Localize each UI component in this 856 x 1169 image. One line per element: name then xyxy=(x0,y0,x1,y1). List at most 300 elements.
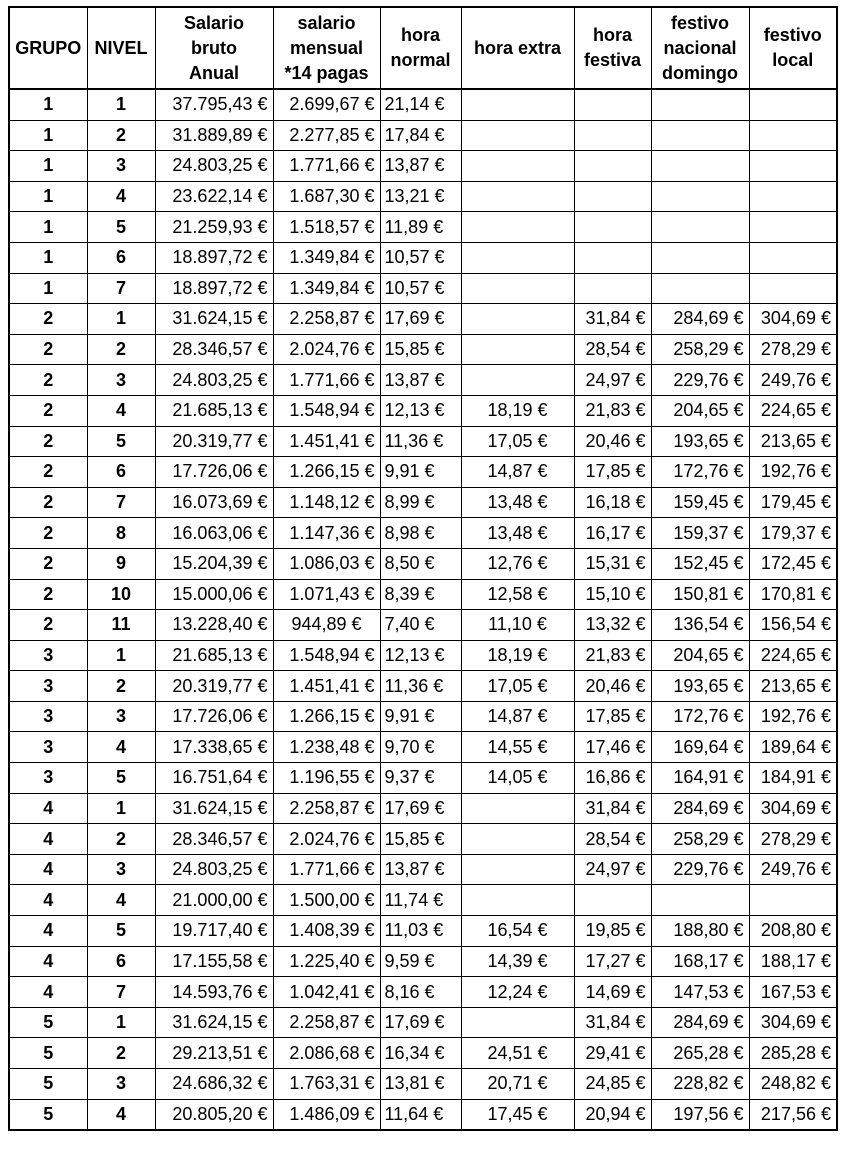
cell-festivo-local: 213,65 € xyxy=(749,426,837,457)
cell-festivo-nacional: 193,65 € xyxy=(651,426,749,457)
cell-festivo-local: 248,82 € xyxy=(749,1069,837,1100)
table-body xyxy=(9,89,837,1130)
cell-nivel: 6 xyxy=(87,457,155,488)
header-row xyxy=(9,7,837,89)
cell-festivo-nacional: 284,69 € xyxy=(651,793,749,824)
table-row xyxy=(9,1007,837,1038)
cell-hora-festiva: 17,27 € xyxy=(574,946,651,977)
cell-hora-festiva xyxy=(574,151,651,182)
cell-salario-mensual: 1.349,84 € xyxy=(273,242,380,273)
header-line: festivo xyxy=(763,25,822,45)
cell-nivel: 5 xyxy=(87,426,155,457)
cell-nivel: 2 xyxy=(87,824,155,855)
cell-hora-festiva: 28,54 € xyxy=(574,334,651,365)
cell-festivo-nacional: 159,37 € xyxy=(651,518,749,549)
table-row xyxy=(9,916,837,947)
cell-salario-bruto-anual: 21.259,93 € xyxy=(155,212,273,243)
cell-festivo-local: 213,65 € xyxy=(749,671,837,702)
cell-salario-mensual: 2.258,87 € xyxy=(273,1007,380,1038)
cell-hora-normal: 8,39 € xyxy=(380,579,461,610)
cell-grupo: 2 xyxy=(9,457,87,488)
cell-nivel: 2 xyxy=(87,671,155,702)
cell-festivo-local: 278,29 € xyxy=(749,824,837,855)
table-row xyxy=(9,701,837,732)
cell-festivo-local xyxy=(749,89,837,120)
cell-hora-normal: 11,36 € xyxy=(380,426,461,457)
cell-hora-festiva: 15,10 € xyxy=(574,579,651,610)
cell-nivel: 4 xyxy=(87,395,155,426)
cell-nivel: 2 xyxy=(87,334,155,365)
header-line: normal xyxy=(390,50,451,70)
cell-salario-mensual: 944,89 € xyxy=(273,610,380,641)
cell-hora-normal: 10,57 € xyxy=(380,273,461,304)
cell-festivo-nacional: 164,91 € xyxy=(651,763,749,794)
cell-nivel: 10 xyxy=(87,579,155,610)
cell-salario-bruto-anual: 19.717,40 € xyxy=(155,916,273,947)
table-row xyxy=(9,426,837,457)
cell-salario-bruto-anual: 21.685,13 € xyxy=(155,640,273,671)
cell-hora-normal: 8,50 € xyxy=(380,548,461,579)
cell-festivo-nacional: 284,69 € xyxy=(651,304,749,335)
header-line: domingo xyxy=(662,62,738,83)
table-row xyxy=(9,1038,837,1069)
header-line: nacional xyxy=(663,37,737,58)
cell-salario-mensual: 1.408,39 € xyxy=(273,916,380,947)
cell-hora-normal: 16,34 € xyxy=(380,1038,461,1069)
table-row xyxy=(9,824,837,855)
cell-hora-extra: 17,05 € xyxy=(461,426,574,457)
cell-salario-mensual: 1.518,57 € xyxy=(273,212,380,243)
table-row xyxy=(9,579,837,610)
header-line: hora xyxy=(592,25,632,45)
cell-salario-mensual: 1.771,66 € xyxy=(273,151,380,182)
cell-salario-bruto-anual: 13.228,40 € xyxy=(155,610,273,641)
cell-festivo-local: 278,29 € xyxy=(749,334,837,365)
cell-hora-festiva: 24,85 € xyxy=(574,1069,651,1100)
cell-grupo: 4 xyxy=(9,854,87,885)
cell-hora-festiva xyxy=(574,212,651,243)
cell-hora-normal: 7,40 € xyxy=(380,610,461,641)
cell-salario-mensual: 1.771,66 € xyxy=(273,365,380,396)
cell-hora-normal: 11,36 € xyxy=(380,671,461,702)
cell-salario-mensual: 1.548,94 € xyxy=(273,395,380,426)
header-hora-normal xyxy=(380,7,461,89)
cell-grupo: 5 xyxy=(9,1007,87,1038)
cell-hora-festiva: 16,17 € xyxy=(574,518,651,549)
cell-nivel: 4 xyxy=(87,732,155,763)
table-row xyxy=(9,334,837,365)
cell-hora-extra: 14,05 € xyxy=(461,763,574,794)
header-line: mensual xyxy=(289,37,364,58)
header-line: *14 pagas xyxy=(284,62,369,83)
cell-festivo-nacional xyxy=(651,151,749,182)
cell-grupo: 4 xyxy=(9,793,87,824)
cell-hora-normal: 17,84 € xyxy=(380,120,461,151)
cell-festivo-local: 188,17 € xyxy=(749,946,837,977)
cell-hora-normal: 9,37 € xyxy=(380,763,461,794)
cell-festivo-local: 304,69 € xyxy=(749,793,837,824)
table-row xyxy=(9,89,837,120)
table-row xyxy=(9,487,837,518)
cell-salario-mensual: 1.548,94 € xyxy=(273,640,380,671)
cell-salario-mensual: 1.451,41 € xyxy=(273,671,380,702)
cell-festivo-nacional: 228,82 € xyxy=(651,1069,749,1100)
cell-salario-bruto-anual: 14.593,76 € xyxy=(155,977,273,1008)
cell-hora-festiva xyxy=(574,89,651,120)
cell-hora-normal: 13,21 € xyxy=(380,181,461,212)
header-line: festiva xyxy=(583,50,642,70)
cell-hora-extra xyxy=(461,1007,574,1038)
cell-nivel: 4 xyxy=(87,181,155,212)
cell-festivo-local xyxy=(749,273,837,304)
cell-hora-extra xyxy=(461,304,574,335)
cell-hora-normal: 9,70 € xyxy=(380,732,461,763)
cell-hora-normal: 9,91 € xyxy=(380,701,461,732)
cell-hora-festiva xyxy=(574,181,651,212)
cell-hora-festiva: 28,54 € xyxy=(574,824,651,855)
cell-nivel: 4 xyxy=(87,1099,155,1130)
cell-salario-mensual: 2.258,87 € xyxy=(273,793,380,824)
cell-hora-normal: 11,03 € xyxy=(380,916,461,947)
cell-hora-extra xyxy=(461,793,574,824)
cell-hora-extra xyxy=(461,854,574,885)
cell-festivo-nacional: 204,65 € xyxy=(651,395,749,426)
header-line: festivo xyxy=(670,12,730,33)
cell-hora-normal: 8,99 € xyxy=(380,487,461,518)
cell-hora-festiva: 21,83 € xyxy=(574,640,651,671)
cell-festivo-nacional: 188,80 € xyxy=(651,916,749,947)
cell-nivel: 5 xyxy=(87,916,155,947)
cell-nivel: 7 xyxy=(87,487,155,518)
cell-salario-bruto-anual: 24.803,25 € xyxy=(155,151,273,182)
cell-grupo: 2 xyxy=(9,548,87,579)
header-festivo-local xyxy=(749,7,837,89)
cell-festivo-nacional: 150,81 € xyxy=(651,579,749,610)
header-grupo: GRUPO xyxy=(9,7,87,89)
cell-salario-mensual: 2.277,85 € xyxy=(273,120,380,151)
cell-hora-festiva: 15,31 € xyxy=(574,548,651,579)
cell-hora-normal: 15,85 € xyxy=(380,824,461,855)
cell-salario-bruto-anual: 17.726,06 € xyxy=(155,701,273,732)
cell-hora-extra: 18,19 € xyxy=(461,640,574,671)
table-row xyxy=(9,151,837,182)
cell-festivo-nacional: 229,76 € xyxy=(651,854,749,885)
cell-festivo-local xyxy=(749,242,837,273)
table-row xyxy=(9,304,837,335)
cell-hora-festiva: 29,41 € xyxy=(574,1038,651,1069)
cell-hora-normal: 11,64 € xyxy=(380,1099,461,1130)
header-line: Salario xyxy=(183,12,245,33)
cell-hora-festiva xyxy=(574,120,651,151)
cell-hora-festiva: 31,84 € xyxy=(574,304,651,335)
cell-salario-mensual: 1.266,15 € xyxy=(273,457,380,488)
cell-nivel: 3 xyxy=(87,1069,155,1100)
cell-salario-bruto-anual: 31.624,15 € xyxy=(155,1007,273,1038)
cell-nivel: 1 xyxy=(87,304,155,335)
cell-hora-extra: 13,48 € xyxy=(461,487,574,518)
cell-grupo: 2 xyxy=(9,365,87,396)
cell-grupo: 4 xyxy=(9,824,87,855)
header-nivel: NIVEL xyxy=(87,7,155,89)
cell-hora-normal: 13,87 € xyxy=(380,365,461,396)
cell-salario-bruto-anual: 31.624,15 € xyxy=(155,793,273,824)
cell-salario-bruto-anual: 20.319,77 € xyxy=(155,671,273,702)
cell-hora-normal: 13,81 € xyxy=(380,1069,461,1100)
cell-grupo: 2 xyxy=(9,518,87,549)
cell-festivo-local: 172,45 € xyxy=(749,548,837,579)
cell-grupo: 2 xyxy=(9,304,87,335)
cell-festivo-local: 179,37 € xyxy=(749,518,837,549)
cell-hora-extra: 12,24 € xyxy=(461,977,574,1008)
cell-festivo-nacional: 159,45 € xyxy=(651,487,749,518)
cell-hora-normal: 11,89 € xyxy=(380,212,461,243)
cell-nivel: 1 xyxy=(87,1007,155,1038)
cell-festivo-nacional: 172,76 € xyxy=(651,457,749,488)
cell-salario-mensual: 2.699,67 € xyxy=(273,89,380,120)
cell-hora-festiva: 20,46 € xyxy=(574,671,651,702)
cell-salario-bruto-anual: 24.803,25 € xyxy=(155,854,273,885)
cell-grupo: 4 xyxy=(9,946,87,977)
cell-festivo-local: 170,81 € xyxy=(749,579,837,610)
table-row xyxy=(9,671,837,702)
cell-nivel: 4 xyxy=(87,885,155,916)
cell-hora-extra: 14,55 € xyxy=(461,732,574,763)
cell-salario-bruto-anual: 24.686,32 € xyxy=(155,1069,273,1100)
cell-festivo-nacional: 258,29 € xyxy=(651,824,749,855)
cell-hora-extra: 14,39 € xyxy=(461,946,574,977)
table-row xyxy=(9,181,837,212)
cell-salario-mensual: 1.196,55 € xyxy=(273,763,380,794)
cell-hora-normal: 13,87 € xyxy=(380,854,461,885)
cell-hora-extra: 11,10 € xyxy=(461,610,574,641)
cell-hora-extra: 24,51 € xyxy=(461,1038,574,1069)
table-row xyxy=(9,885,837,916)
cell-nivel: 7 xyxy=(87,977,155,1008)
cell-grupo: 3 xyxy=(9,732,87,763)
cell-salario-bruto-anual: 16.073,69 € xyxy=(155,487,273,518)
cell-nivel: 6 xyxy=(87,946,155,977)
cell-festivo-nacional: 193,65 € xyxy=(651,671,749,702)
cell-festivo-nacional: 172,76 € xyxy=(651,701,749,732)
cell-hora-festiva: 24,97 € xyxy=(574,365,651,396)
cell-hora-festiva xyxy=(574,885,651,916)
cell-festivo-local: 192,76 € xyxy=(749,701,837,732)
cell-hora-normal: 17,69 € xyxy=(380,1007,461,1038)
cell-festivo-nacional xyxy=(651,120,749,151)
cell-salario-bruto-anual: 31.889,89 € xyxy=(155,120,273,151)
cell-nivel: 5 xyxy=(87,212,155,243)
cell-salario-mensual: 2.024,76 € xyxy=(273,334,380,365)
header-line: salario xyxy=(297,12,356,33)
cell-hora-normal: 17,69 € xyxy=(380,793,461,824)
cell-salario-mensual: 1.500,00 € xyxy=(273,885,380,916)
cell-hora-extra xyxy=(461,212,574,243)
cell-salario-mensual: 1.763,31 € xyxy=(273,1069,380,1100)
cell-grupo: 2 xyxy=(9,487,87,518)
cell-nivel: 5 xyxy=(87,763,155,794)
cell-salario-mensual: 1.349,84 € xyxy=(273,273,380,304)
cell-grupo: 1 xyxy=(9,120,87,151)
cell-festivo-local: 192,76 € xyxy=(749,457,837,488)
cell-salario-bruto-anual: 18.897,72 € xyxy=(155,273,273,304)
cell-festivo-local: 167,53 € xyxy=(749,977,837,1008)
cell-salario-mensual: 1.148,12 € xyxy=(273,487,380,518)
cell-grupo: 5 xyxy=(9,1038,87,1069)
cell-salario-bruto-anual: 23.622,14 € xyxy=(155,181,273,212)
cell-salario-bruto-anual: 28.346,57 € xyxy=(155,334,273,365)
cell-festivo-local xyxy=(749,212,837,243)
cell-festivo-nacional: 229,76 € xyxy=(651,365,749,396)
table-row xyxy=(9,273,837,304)
cell-nivel: 11 xyxy=(87,610,155,641)
table-row xyxy=(9,977,837,1008)
cell-salario-bruto-anual: 24.803,25 € xyxy=(155,365,273,396)
cell-salario-bruto-anual: 29.213,51 € xyxy=(155,1038,273,1069)
cell-grupo: 1 xyxy=(9,242,87,273)
cell-nivel: 7 xyxy=(87,273,155,304)
cell-hora-extra: 18,19 € xyxy=(461,395,574,426)
salary-table xyxy=(8,6,838,1131)
cell-grupo: 1 xyxy=(9,151,87,182)
table-row xyxy=(9,212,837,243)
cell-festivo-nacional: 169,64 € xyxy=(651,732,749,763)
table-row xyxy=(9,365,837,396)
cell-nivel: 1 xyxy=(87,89,155,120)
cell-festivo-local xyxy=(749,151,837,182)
header-salario-mensual xyxy=(273,7,380,89)
cell-hora-festiva: 20,46 € xyxy=(574,426,651,457)
cell-hora-extra xyxy=(461,89,574,120)
cell-festivo-local: 179,45 € xyxy=(749,487,837,518)
cell-salario-bruto-anual: 17.726,06 € xyxy=(155,457,273,488)
cell-salario-bruto-anual: 31.624,15 € xyxy=(155,304,273,335)
cell-hora-festiva: 17,85 € xyxy=(574,457,651,488)
cell-grupo: 2 xyxy=(9,610,87,641)
cell-salario-mensual: 1.266,15 € xyxy=(273,701,380,732)
cell-festivo-nacional: 258,29 € xyxy=(651,334,749,365)
table-row xyxy=(9,610,837,641)
cell-festivo-local xyxy=(749,120,837,151)
cell-hora-extra: 16,54 € xyxy=(461,916,574,947)
cell-hora-festiva: 17,85 € xyxy=(574,701,651,732)
cell-grupo: 2 xyxy=(9,334,87,365)
cell-grupo: 2 xyxy=(9,395,87,426)
cell-salario-mensual: 1.486,09 € xyxy=(273,1099,380,1130)
table-row xyxy=(9,1099,837,1130)
cell-hora-normal: 12,13 € xyxy=(380,395,461,426)
cell-nivel: 1 xyxy=(87,793,155,824)
cell-hora-extra: 12,58 € xyxy=(461,579,574,610)
cell-festivo-nacional: 168,17 € xyxy=(651,946,749,977)
cell-hora-festiva: 31,84 € xyxy=(574,1007,651,1038)
cell-salario-mensual: 1.086,03 € xyxy=(273,548,380,579)
cell-hora-extra: 14,87 € xyxy=(461,457,574,488)
cell-grupo: 1 xyxy=(9,273,87,304)
cell-salario-bruto-anual: 18.897,72 € xyxy=(155,242,273,273)
table-row xyxy=(9,518,837,549)
cell-grupo: 3 xyxy=(9,671,87,702)
cell-hora-normal: 15,85 € xyxy=(380,334,461,365)
table-row xyxy=(9,763,837,794)
cell-hora-extra: 14,87 € xyxy=(461,701,574,732)
cell-salario-mensual: 1.147,36 € xyxy=(273,518,380,549)
cell-festivo-nacional xyxy=(651,885,749,916)
cell-hora-normal: 9,59 € xyxy=(380,946,461,977)
cell-festivo-nacional xyxy=(651,89,749,120)
header-line: hora xyxy=(400,25,440,45)
cell-grupo: 1 xyxy=(9,212,87,243)
cell-nivel: 3 xyxy=(87,701,155,732)
cell-grupo: 3 xyxy=(9,763,87,794)
cell-grupo: 5 xyxy=(9,1069,87,1100)
cell-hora-extra xyxy=(461,365,574,396)
table-row xyxy=(9,640,837,671)
cell-hora-normal: 13,87 € xyxy=(380,151,461,182)
cell-grupo: 4 xyxy=(9,977,87,1008)
header-line: Anual xyxy=(188,62,239,83)
cell-festivo-local xyxy=(749,885,837,916)
cell-festivo-nacional: 284,69 € xyxy=(651,1007,749,1038)
cell-festivo-local: 249,76 € xyxy=(749,365,837,396)
cell-grupo: 1 xyxy=(9,89,87,120)
cell-grupo: 3 xyxy=(9,640,87,671)
cell-festivo-nacional xyxy=(651,212,749,243)
cell-hora-festiva: 24,97 € xyxy=(574,854,651,885)
header-line: bruto xyxy=(191,37,237,58)
table-row xyxy=(9,457,837,488)
cell-festivo-local: 156,54 € xyxy=(749,610,837,641)
cell-hora-normal: 11,74 € xyxy=(380,885,461,916)
cell-hora-extra xyxy=(461,242,574,273)
cell-hora-normal: 9,91 € xyxy=(380,457,461,488)
cell-hora-extra: 12,76 € xyxy=(461,548,574,579)
cell-salario-bruto-anual: 16.751,64 € xyxy=(155,763,273,794)
cell-nivel: 3 xyxy=(87,365,155,396)
cell-salario-mensual: 2.086,68 € xyxy=(273,1038,380,1069)
cell-grupo: 5 xyxy=(9,1099,87,1130)
cell-hora-festiva: 16,86 € xyxy=(574,763,651,794)
table-row xyxy=(9,120,837,151)
cell-salario-bruto-anual: 17.338,65 € xyxy=(155,732,273,763)
cell-festivo-local: 224,65 € xyxy=(749,640,837,671)
cell-festivo-nacional: 136,54 € xyxy=(651,610,749,641)
cell-hora-festiva: 31,84 € xyxy=(574,793,651,824)
cell-festivo-nacional xyxy=(651,181,749,212)
header-salario-bruto-anual xyxy=(155,7,273,89)
cell-festivo-nacional xyxy=(651,273,749,304)
cell-salario-mensual: 1.238,48 € xyxy=(273,732,380,763)
cell-festivo-nacional: 152,45 € xyxy=(651,548,749,579)
cell-nivel: 3 xyxy=(87,151,155,182)
header-hora-festiva xyxy=(574,7,651,89)
cell-hora-festiva: 14,69 € xyxy=(574,977,651,1008)
cell-hora-extra xyxy=(461,120,574,151)
cell-hora-extra: 17,05 € xyxy=(461,671,574,702)
cell-festivo-nacional xyxy=(651,242,749,273)
cell-salario-bruto-anual: 16.063,06 € xyxy=(155,518,273,549)
cell-grupo: 1 xyxy=(9,181,87,212)
cell-nivel: 6 xyxy=(87,242,155,273)
cell-grupo: 4 xyxy=(9,885,87,916)
header-festivo-nacional-domingo xyxy=(651,7,749,89)
cell-hora-extra xyxy=(461,824,574,855)
cell-festivo-local: 304,69 € xyxy=(749,1007,837,1038)
cell-hora-extra: 20,71 € xyxy=(461,1069,574,1100)
cell-hora-extra: 17,45 € xyxy=(461,1099,574,1130)
cell-festivo-nacional: 147,53 € xyxy=(651,977,749,1008)
cell-hora-festiva xyxy=(574,273,651,304)
table-row xyxy=(9,854,837,885)
